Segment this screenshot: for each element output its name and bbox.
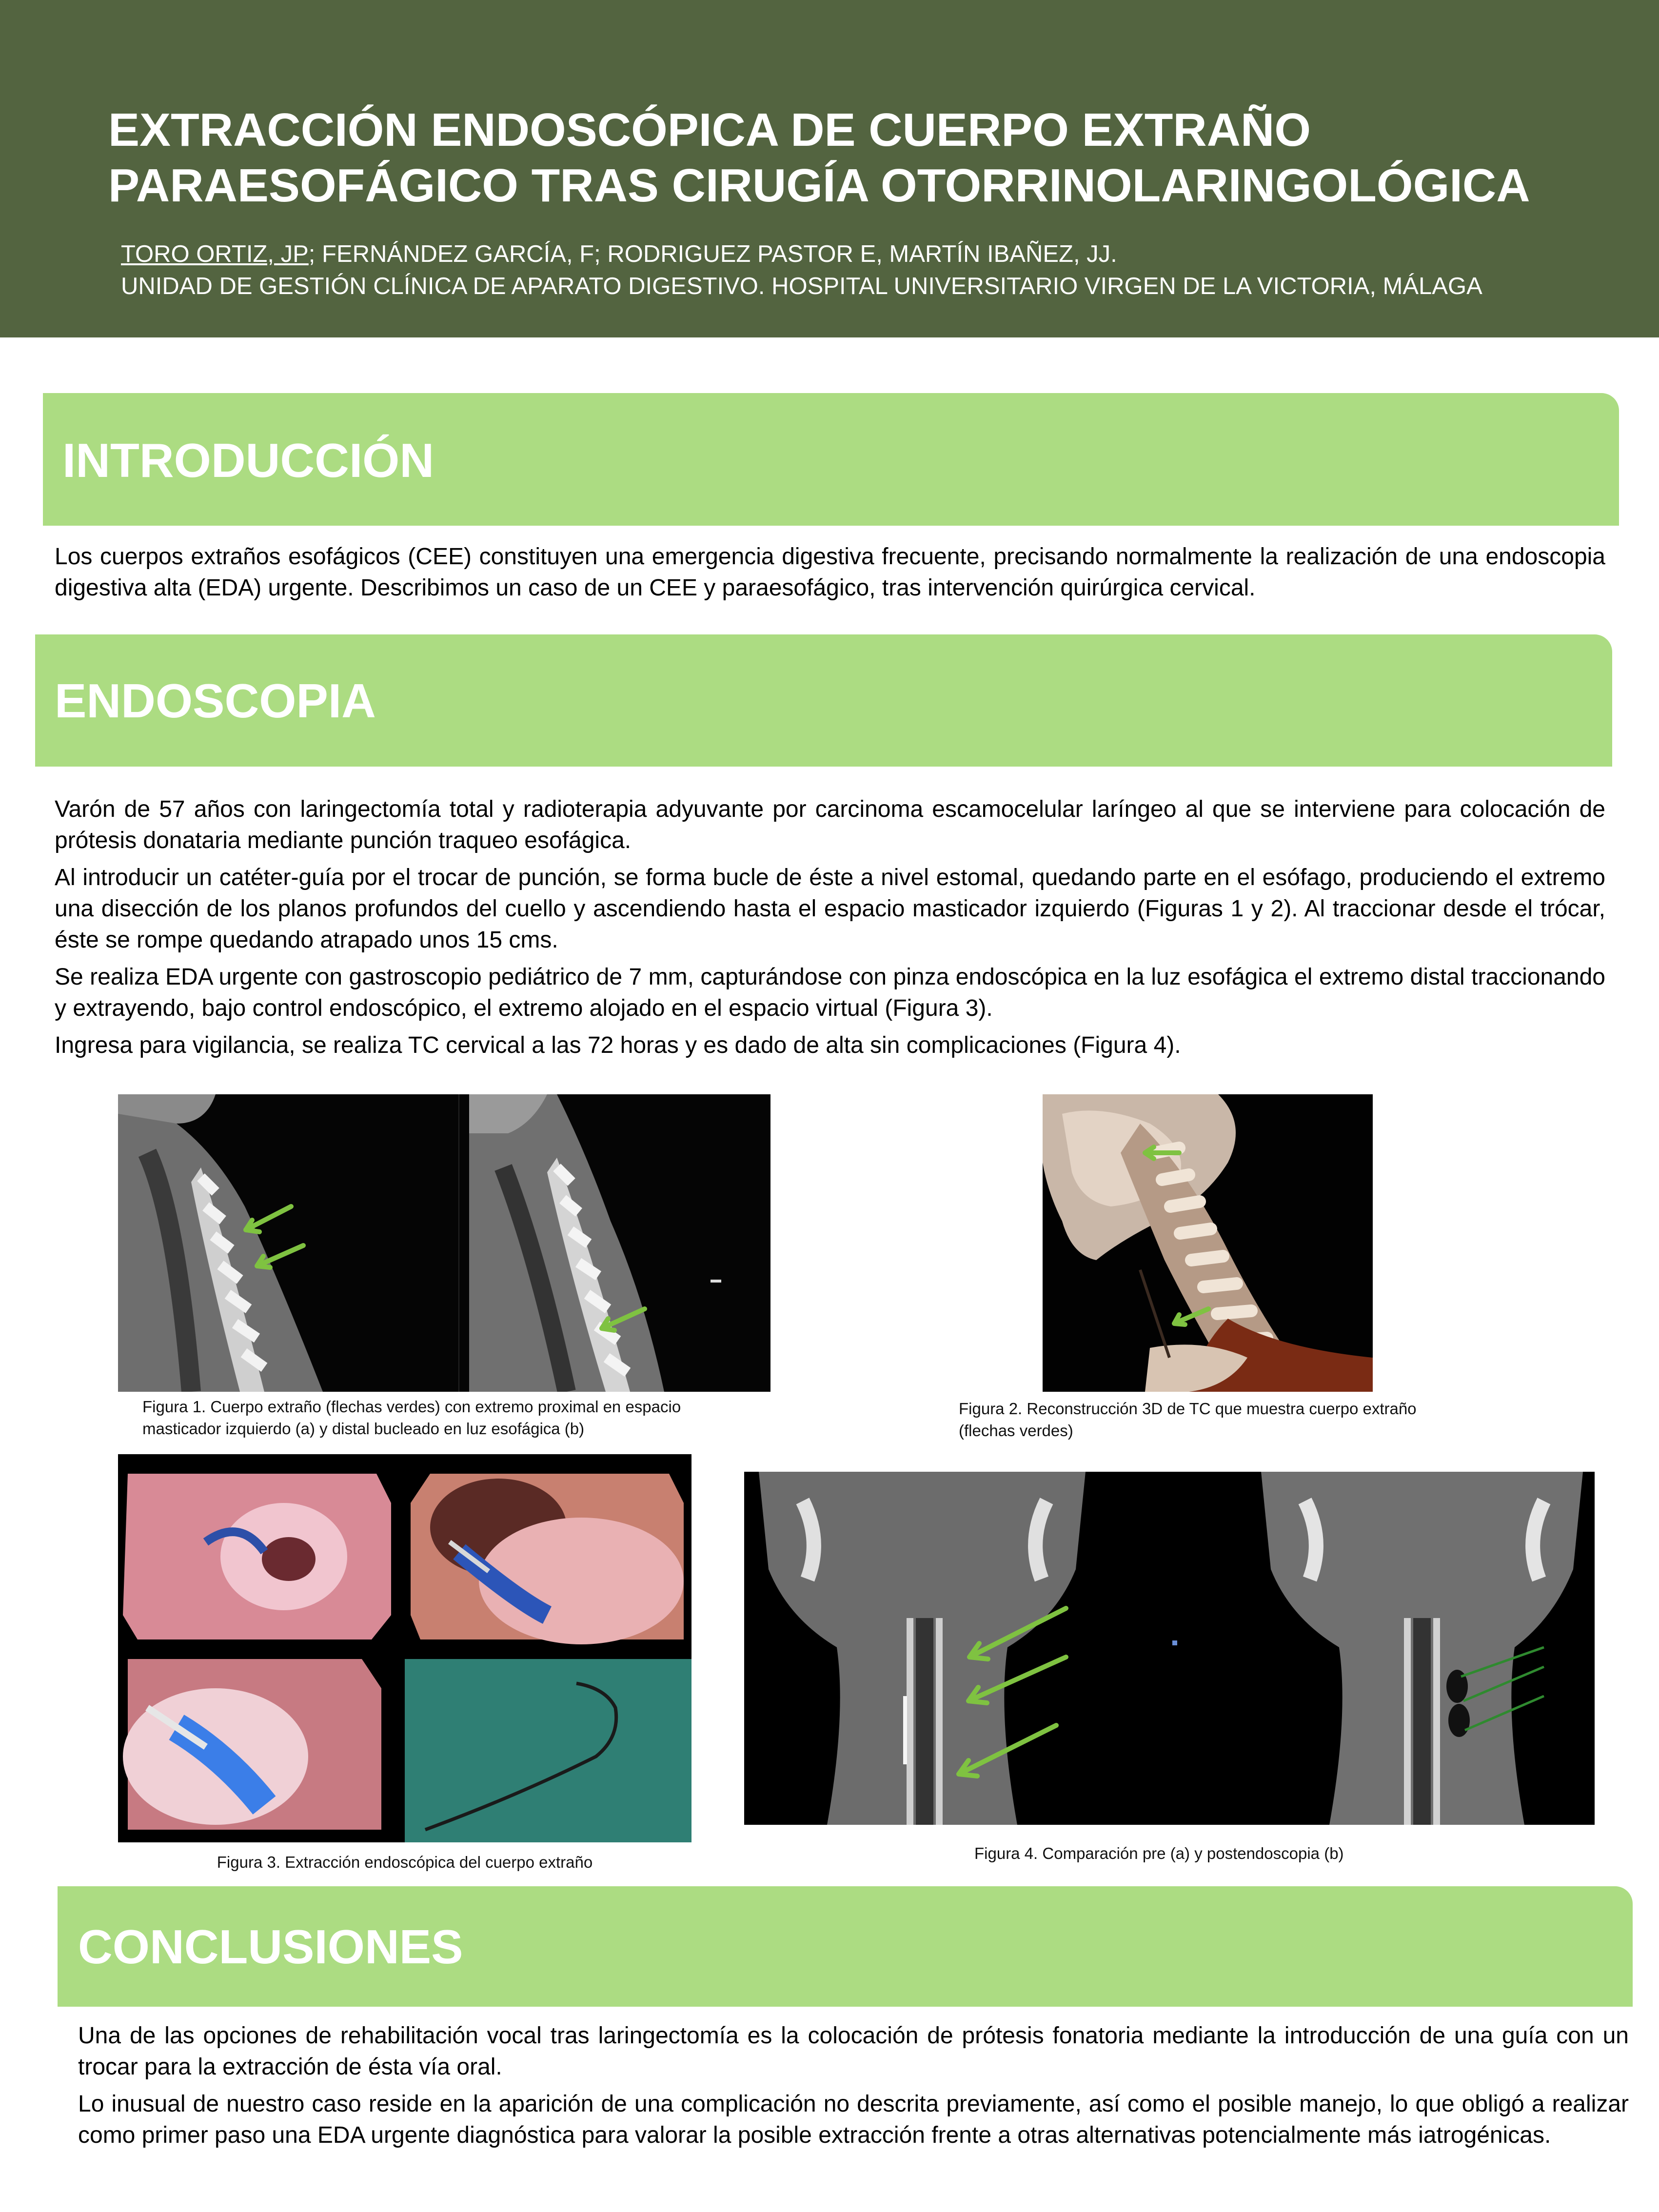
conclusions-paragraph-2: Lo inusual de nuestro caso reside en la aparición de una complicación no descrita previamente, así como el posible manejo, lo que obligó a realizar como primer paso una EDA urgente diagnóstica para valorar la posible extracción frente a otras alternativas potencialmente más iatrogénicas. — [78, 2091, 1629, 2148]
endoscopy-paragraph-3: Se realiza EDA urgente con gastroscopio pediátrico de 7 mm, capturándose con pinza endoscópica en la luz esofágica el extremo distal traccionando y extrayendo, bajo control endoscópico, el extremo alojado en el espacio virtual (Figura 3). — [55, 964, 1605, 1021]
figure-4-caption: Figura 4. Comparación pre (a) y postendoscopia (b) — [974, 1844, 1344, 1862]
endoscopy-paragraph-1: Varón de 57 años con laringectomía total y radioterapia adyuvante por carcinoma escamocelular laríngeo al que se interviene para colocación de prótesis donataria mediante punción traqueo esofágica. — [55, 796, 1605, 853]
conclusions-paragraph-1: Una de las opciones de rehabilitación vocal tras laringectomía es la colocación de prótesis fonatoria mediante la introducción de una guía con un trocar para la extracción de ésta vía oral. — [78, 2023, 1629, 2080]
presenter-name: TORO ORTIZ, JP — [121, 241, 309, 267]
endoscopy-text — [55, 794, 1605, 1067]
figure-1-image — [118, 1094, 770, 1392]
intro-text — [55, 541, 1605, 610]
figure-4-ct-coronal — [744, 1472, 1595, 1825]
poster-title — [108, 102, 1620, 214]
intro-title: INTRODUCCIÓN — [62, 434, 434, 487]
conclusions-text — [78, 2020, 1629, 2157]
endoscopy-paragraph-2: Al introducir un catéter-guía por el trocar de punción, se forma bucle de éste a nivel estomal, quedando parte en el esófago, produciendo el extremo una disección de los planos profundos del cuello y ascendiendo hasta el espacio masticador izquierdo (Figuras 1 y 2). Al traccionar desde el trócar, éste se rompe quedando atrapado unos 15 cms. — [55, 865, 1605, 953]
intro-paragraph: Los cuerpos extraños esofágicos (CEE) constituyen una emergencia digestiva frecuente, precisando normalmente la realización de una endoscopia digestiva alta (EDA) urgente. Describimos un caso de un CEE y paraesofágico, tras intervención quirúrgica cervical. — [55, 544, 1605, 601]
figure-2-3d-reconstruction — [1043, 1094, 1373, 1392]
authors-line — [121, 238, 1633, 270]
title-line-2: PARAESOFÁGICO TRAS CIRUGÍA OTORRINOLARINGOLÓGICA — [108, 159, 1530, 212]
figure-3-caption: Figura 3. Extracción endoscópica del cuerpo extraño — [217, 1853, 593, 1871]
header-banner — [0, 0, 1659, 337]
figure-3-image — [118, 1454, 691, 1842]
endoscopy-paragraph-4: Ingresa para vigilancia, se realiza TC cervical a las 72 horas y es dado de alta sin complicaciones (Figura 4). — [55, 1032, 1181, 1058]
figure-2-caption: Figura 2. Reconstrucción 3D de TC que muestra cuerpo extraño (flechas verdes) — [959, 1400, 1417, 1440]
title-line-1: EXTRACCIÓN ENDOSCÓPICA DE CUERPO EXTRAÑO — [108, 104, 1311, 156]
conclusions-title: CONCLUSIONES — [78, 1920, 463, 1974]
figure-2-image — [1043, 1094, 1373, 1392]
institution: UNIDAD DE GESTIÓN CLÍNICA DE APARATO DIGESTIVO. HOSPITAL UNIVERSITARIO VIRGEN DE LA VICTORIA, MÁLAGA — [121, 273, 1482, 299]
figure-4-image — [744, 1472, 1595, 1825]
coauthors: ; FERNÁNDEZ GARCÍA, F; RODRIGUEZ PASTOR E, MARTÍN IBAÑEZ, JJ. — [308, 241, 1117, 267]
figure-1-caption: Figura 1. Cuerpo extraño (flechas verdes) con extremo proximal en espacio masticador izquierdo (a) y distal bucleado en luz esofágica (b) — [142, 1398, 681, 1438]
figure-3-endoscopy-collage — [118, 1454, 691, 1842]
figure-1-ct-sagittal — [118, 1094, 770, 1392]
endoscopy-title: ENDOSCOPIA — [55, 674, 376, 728]
authors-block — [121, 238, 1633, 302]
